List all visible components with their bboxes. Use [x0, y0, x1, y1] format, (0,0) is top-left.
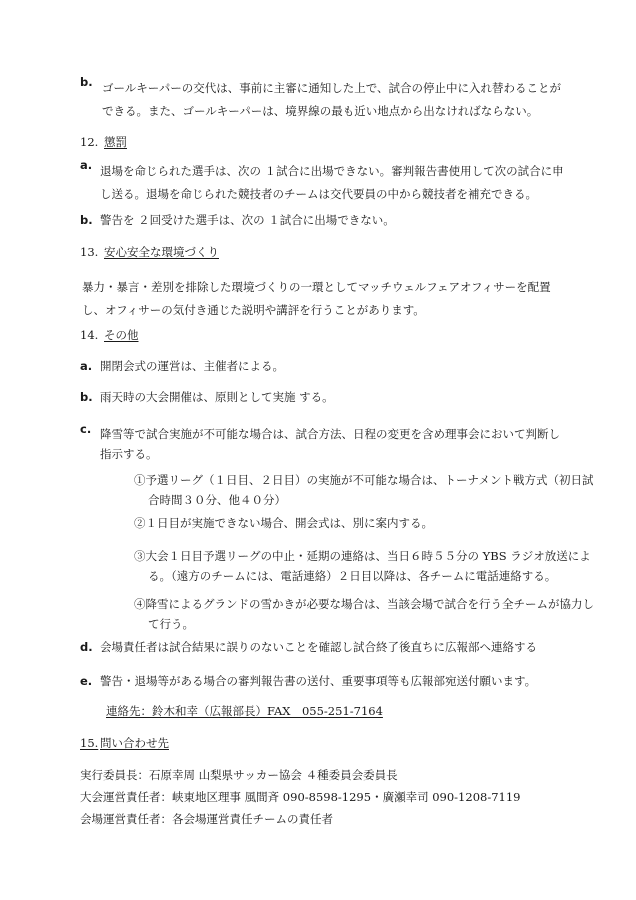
section14-e-marker: e. [80, 674, 93, 688]
section12-title: 懲罰 [104, 135, 127, 149]
contact-line: 連絡先：鈴木和幸（広報部長）FAX 055-251-7164 [106, 704, 383, 718]
section14-title: その他 [104, 328, 139, 342]
section14-c-sub3-line1: ③大会１日目予選リーグの中止・延期の連絡は、当日６時５５分の YBS ラジオ放送によ [134, 549, 591, 563]
section12-b-text: 警告を ２回受けた選手は、次の １試合に出場できない。 [100, 213, 395, 227]
section14-c-sub3 [134, 546, 591, 586]
section15-line1: 実行委員長：石原幸周 山梨県サッカー協会 ４種委員会委員長 [80, 768, 398, 782]
section15-line2: 大会運営責任者：峡東地区理事 風間斉 090-8598-1295・廣瀬幸司 090-1208-7119 [80, 790, 521, 804]
section15-title: 問い合わせ先 [100, 736, 169, 750]
section14-c-sub2: ②１日目が実施できない場合、開会式は、別に案内する。 [134, 516, 433, 530]
section14-c-line2: 指示する。 [100, 447, 158, 461]
section14-c-sub1 [134, 470, 594, 510]
rule-b-marker: b. [80, 75, 93, 89]
section13-text [82, 276, 551, 322]
section14-c-sub1-line2: 合時間３０分、他４０分） [148, 493, 286, 507]
section12-number: 12. [80, 135, 99, 149]
section12-b-marker: b. [80, 213, 93, 227]
section13-line1: 暴力・暴言・差別を排除した環境づくりの一環としてマッチウェルフェアオフィサーを配置 [82, 280, 551, 294]
section15-line3: 会場運営責任者：各会場運営責任チームの責任者 [80, 812, 333, 826]
section14-c-sub4-line2: て行う。 [148, 617, 194, 631]
section14-a-text: 開閉会式の運営は、主催者による。 [100, 359, 284, 373]
section14-d-text: 会場責任者は試合結果に誤りのないことを確認し試合終了後直ちに広報部へ連絡する [100, 640, 537, 654]
rule-b-line2: できる。また、ゴールキーパーは、境界線の最も近い地点から出なければならない。 [102, 104, 539, 118]
section13-title: 安心安全な環境づくり [104, 245, 219, 259]
section14-d-marker: d. [80, 640, 93, 654]
rule-b-line1: ゴールキーパーの交代は、事前に主審に通知した上で、試合の停止中に入れ替わることが [102, 81, 561, 95]
section14-b-marker: b. [80, 390, 93, 404]
section12-a-line2: し送る。退場を命じられた競技者のチームは交代要員の中から競技者を補充できる。 [100, 187, 537, 201]
section13-number: 13. [80, 245, 99, 259]
section14-c-text [100, 424, 560, 464]
section13-line2: し、オフィサーの気付き通じた説明や講評を行うことがあります。 [82, 303, 425, 317]
section15-number: 15. [80, 736, 99, 750]
section14-b-text: 雨天時の大会開催は、原則として実施 する。 [100, 390, 334, 404]
section14-c-marker: c. [80, 422, 92, 436]
section14-number: 14. [80, 328, 99, 342]
section14-a-marker: a. [80, 359, 93, 373]
section14-e-text: 警告・退場等がある場合の審判報告書の送付、重要事項等も広報部宛送付願います。 [100, 674, 537, 688]
rule-b-goalkeeper-text [102, 77, 561, 123]
section14-c-sub4-line1: ④降雪によるグランドの雪かきが必要な場合は、当該会場で試合を行う全チームが協力し [134, 597, 594, 611]
section14-c-sub1-line1: ①予選リーグ（１日目、２日目）の実施が不可能な場合は、トーナメント戦方式（初日試 [134, 473, 594, 487]
section14-c-line1: 降雪等で試合実施が不可能な場合は、試合方法、日程の変更を含め理事会において判断し [100, 427, 560, 441]
section12-a-marker: a. [80, 158, 93, 172]
section14-c-sub3-line2: る。（遠方のチームには、電話連絡）２日目以降は、各チームに電話連絡する。 [148, 569, 557, 583]
section15-text [80, 764, 520, 830]
section12-a-line1: 退場を命じられた選手は、次の １試合に出場できない。審判報告書使用して次の試合に申 [100, 164, 564, 178]
section14-c-sub4 [134, 594, 594, 634]
section12-a-text [100, 160, 564, 206]
